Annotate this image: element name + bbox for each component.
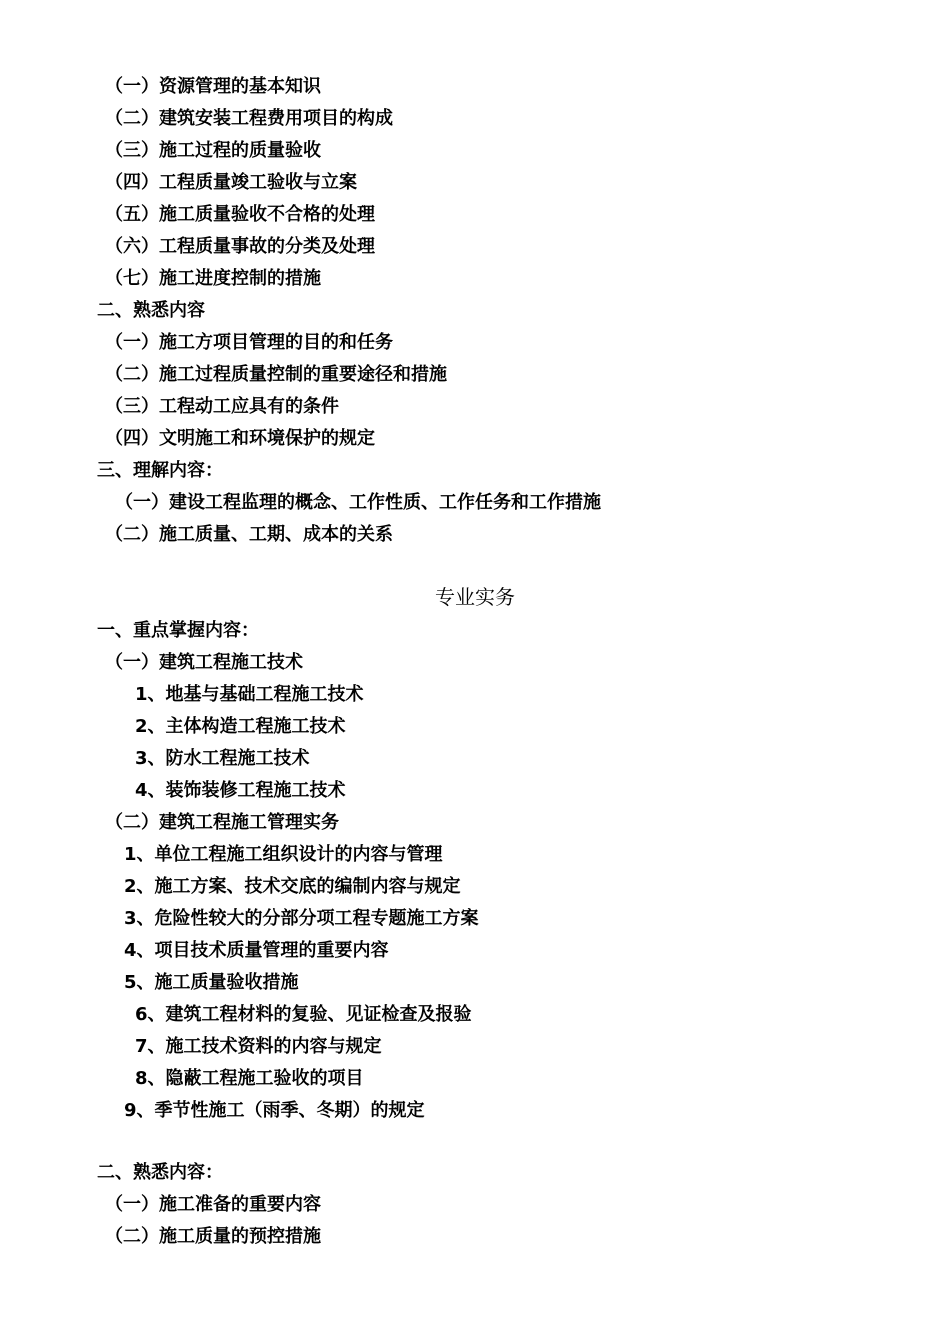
list-item: （四）文明施工和环境保护的规定 bbox=[105, 428, 375, 449]
list-item: 6、建筑工程材料的复验、见证检查及报验 bbox=[135, 1004, 472, 1025]
list-item: （一）资源管理的基本知识 bbox=[105, 76, 321, 97]
page-heading: 专业实务 bbox=[435, 585, 515, 609]
list-item: 4、装饰装修工程施工技术 bbox=[135, 780, 346, 801]
group-title: （二）建筑工程施工管理实务 bbox=[105, 812, 339, 833]
list-item: 3、危险性较大的分部分项工程专题施工方案 bbox=[124, 908, 479, 929]
list-item: 9、季节性施工（雨季、冬期）的规定 bbox=[124, 1100, 425, 1121]
section-title: 二、熟悉内容 bbox=[97, 300, 205, 321]
list-item: （二）建筑安装工程费用项目的构成 bbox=[105, 108, 393, 129]
list-item: 8、隐蔽工程施工验收的项目 bbox=[135, 1068, 364, 1089]
list-item: 7、施工技术资料的内容与规定 bbox=[135, 1036, 382, 1057]
list-item: 4、项目技术质量管理的重要内容 bbox=[124, 940, 389, 961]
list-item: 5、施工质量验收措施 bbox=[124, 972, 299, 993]
list-item: （二）施工质量的预控措施 bbox=[105, 1226, 321, 1247]
section-title: 一、重点掌握内容： bbox=[97, 620, 259, 641]
list-item: （五）施工质量验收不合格的处理 bbox=[105, 204, 375, 225]
list-item: （七）施工进度控制的措施 bbox=[105, 268, 321, 289]
section-title: 三、理解内容： bbox=[97, 460, 223, 481]
list-item: （三）施工过程的质量验收 bbox=[105, 140, 321, 161]
section-title: 二、熟悉内容： bbox=[97, 1162, 223, 1183]
list-item: （一）施工准备的重要内容 bbox=[105, 1194, 321, 1215]
list-item: （二）施工过程质量控制的重要途径和措施 bbox=[105, 364, 447, 385]
list-item: （一）施工方项目管理的目的和任务 bbox=[105, 332, 393, 353]
list-item: （三）工程动工应具有的条件 bbox=[105, 396, 339, 417]
list-item: （四）工程质量竣工验收与立案 bbox=[105, 172, 357, 193]
list-item: 2、主体构造工程施工技术 bbox=[135, 716, 346, 737]
list-item: 1、单位工程施工组织设计的内容与管理 bbox=[124, 844, 443, 865]
list-item: 2、施工方案、技术交底的编制内容与规定 bbox=[124, 876, 461, 897]
list-item: （一）建设工程监理的概念、工作性质、工作任务和工作措施 bbox=[115, 492, 601, 513]
list-item: 1、地基与基础工程施工技术 bbox=[135, 684, 364, 705]
list-item: （六）工程质量事故的分类及处理 bbox=[105, 236, 375, 257]
list-item: （二）施工质量、工期、成本的关系 bbox=[105, 524, 393, 545]
list-item: 3、防水工程施工技术 bbox=[135, 748, 310, 769]
group-title: （一）建筑工程施工技术 bbox=[105, 652, 303, 673]
